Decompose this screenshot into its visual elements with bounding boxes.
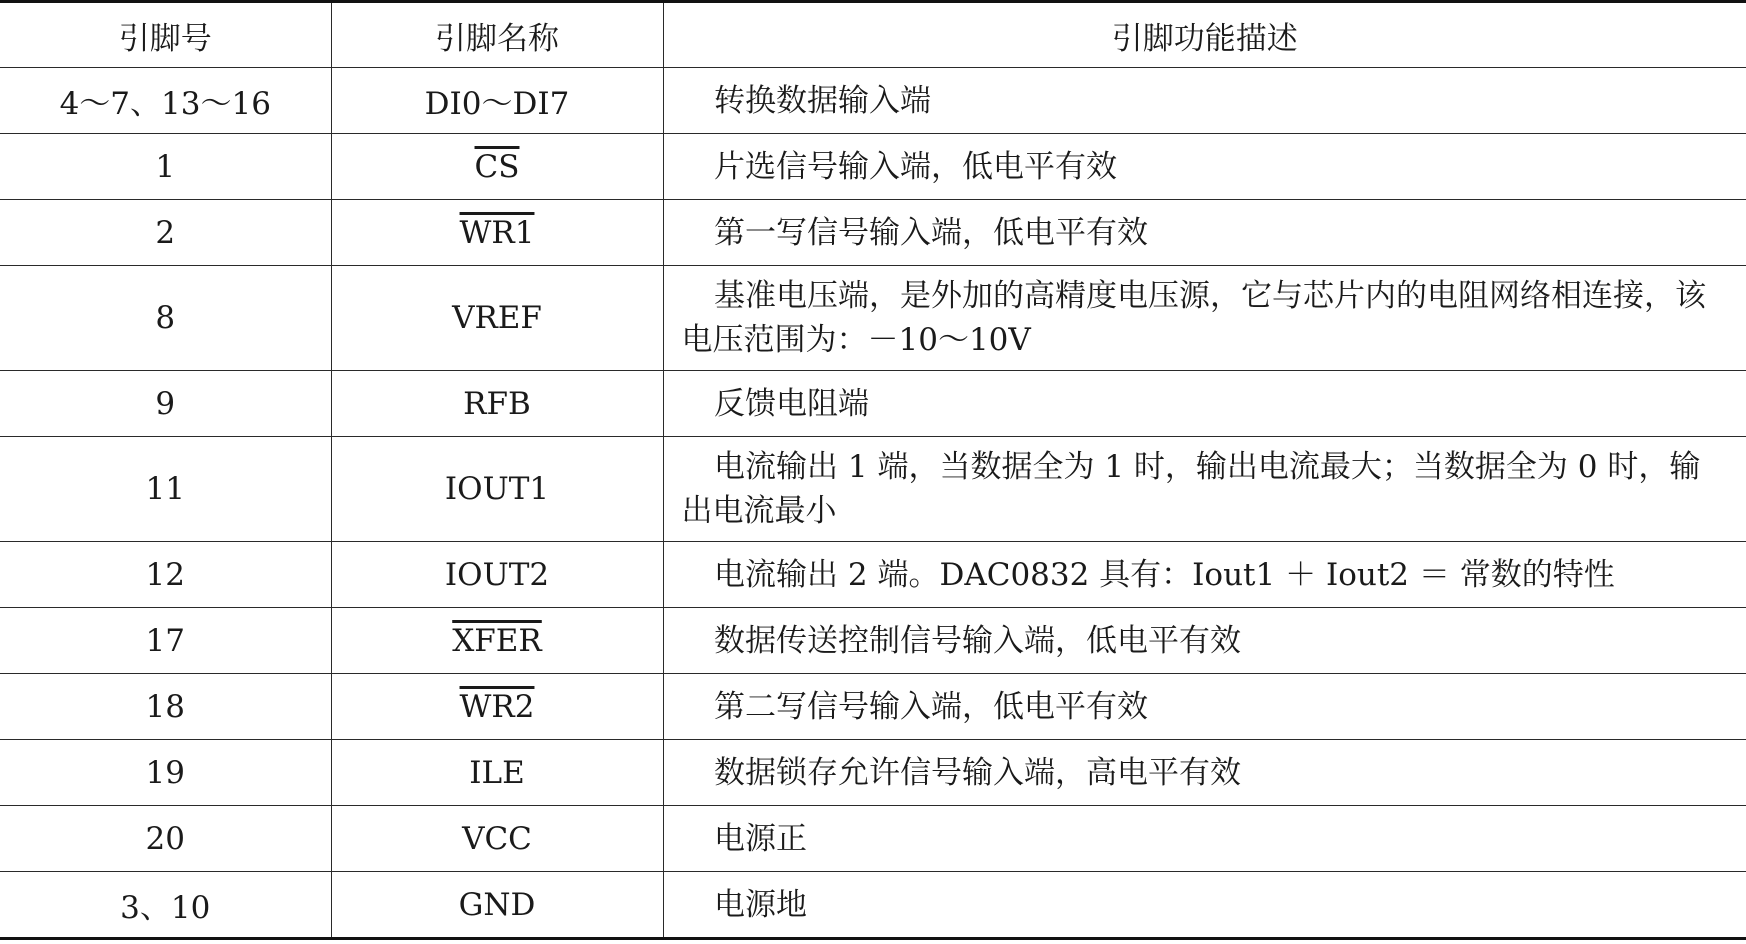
pin-number-cell: 11 bbox=[0, 437, 331, 542]
pin-number-cell: 2 bbox=[0, 200, 331, 266]
pin-name-cell bbox=[331, 806, 663, 872]
header-pin-description: 引脚功能描述 bbox=[663, 2, 1746, 68]
pin-description-cell: 第二写信号输入端，低电平有效 bbox=[663, 674, 1746, 740]
table-header-row bbox=[0, 2, 1746, 68]
pin-name: DI0～DI7 bbox=[424, 86, 570, 122]
table-row bbox=[0, 740, 1746, 806]
table-row bbox=[0, 134, 1746, 200]
table-row bbox=[0, 266, 1746, 371]
pin-name-cell bbox=[331, 674, 663, 740]
pin-number-cell: 4～7、13～16 bbox=[0, 68, 331, 134]
pin-name: IOUT2 bbox=[444, 556, 550, 593]
pin-name-cell bbox=[331, 134, 663, 200]
table-row bbox=[0, 200, 1746, 266]
pin-name-active-low: WR1 bbox=[459, 214, 535, 251]
pin-description-cell: 转换数据输入端 bbox=[663, 68, 1746, 134]
pin-description-cell: 基准电压端，是外加的高精度电压源，它与芯片内的电阻网络相连接，该电压范围为：－10～10V bbox=[663, 266, 1746, 371]
pin-description-cell: 片选信号输入端，低电平有效 bbox=[663, 134, 1746, 200]
header-pin-number: 引脚号 bbox=[0, 2, 331, 68]
pin-name-cell bbox=[331, 200, 663, 266]
table-row bbox=[0, 68, 1746, 134]
pin-name: IOUT1 bbox=[444, 471, 550, 507]
pin-name: RFB bbox=[463, 385, 531, 422]
pin-number-cell: 19 bbox=[0, 740, 331, 806]
table-row bbox=[0, 542, 1746, 608]
pin-description-cell: 电源地 bbox=[663, 872, 1746, 939]
pin-name-cell bbox=[331, 608, 663, 674]
pin-description-cell: 第一写信号输入端，低电平有效 bbox=[663, 200, 1746, 266]
pin-name: GND bbox=[458, 886, 536, 923]
pin-name: VREF bbox=[452, 300, 542, 336]
pin-number-cell: 12 bbox=[0, 542, 331, 608]
pin-name-active-low: XFER bbox=[452, 622, 542, 659]
table-row bbox=[0, 437, 1746, 542]
pin-description-cell: 电源正 bbox=[663, 806, 1746, 872]
pin-name-cell bbox=[331, 437, 663, 542]
pin-name-active-low: WR2 bbox=[459, 688, 535, 725]
pin-description-cell: 电流输出 1 端，当数据全为 1 时，输出电流最大；当数据全为 0 时，输出电流最小 bbox=[663, 437, 1746, 542]
pin-name-cell bbox=[331, 740, 663, 806]
pin-number-cell: 18 bbox=[0, 674, 331, 740]
table-row bbox=[0, 674, 1746, 740]
header-pin-name: 引脚名称 bbox=[331, 2, 663, 68]
table-row bbox=[0, 608, 1746, 674]
pin-number-cell: 9 bbox=[0, 371, 331, 437]
pin-number-cell: 3、10 bbox=[0, 872, 331, 939]
pin-name: ILE bbox=[469, 754, 525, 791]
pin-name: VCC bbox=[462, 820, 532, 857]
pin-name-cell bbox=[331, 68, 663, 134]
pin-name-active-low: $\overline{CS}$ bbox=[474, 148, 520, 185]
pin-number-cell: 1 bbox=[0, 134, 331, 200]
table-row bbox=[0, 872, 1746, 939]
table-row bbox=[0, 371, 1746, 437]
pin-description-cell: 反馈电阻端 bbox=[663, 371, 1746, 437]
pin-number-cell: 20 bbox=[0, 806, 331, 872]
pin-description-cell: 数据传送控制信号输入端，低电平有效 bbox=[663, 608, 1746, 674]
pin-number-cell: 17 bbox=[0, 608, 331, 674]
pin-number-cell: 8 bbox=[0, 266, 331, 371]
pin-description-cell: 电流输出 2 端。DAC0832 具有：Iout1 ＋ Iout2 ＝ 常数的特性 bbox=[663, 542, 1746, 608]
table-row bbox=[0, 806, 1746, 872]
pin-name-cell bbox=[331, 872, 663, 939]
pin-name-cell bbox=[331, 266, 663, 371]
pin-description-cell: 数据锁存允许信号输入端，高电平有效 bbox=[663, 740, 1746, 806]
pin-name-cell bbox=[331, 371, 663, 437]
pin-name-cell bbox=[331, 542, 663, 608]
